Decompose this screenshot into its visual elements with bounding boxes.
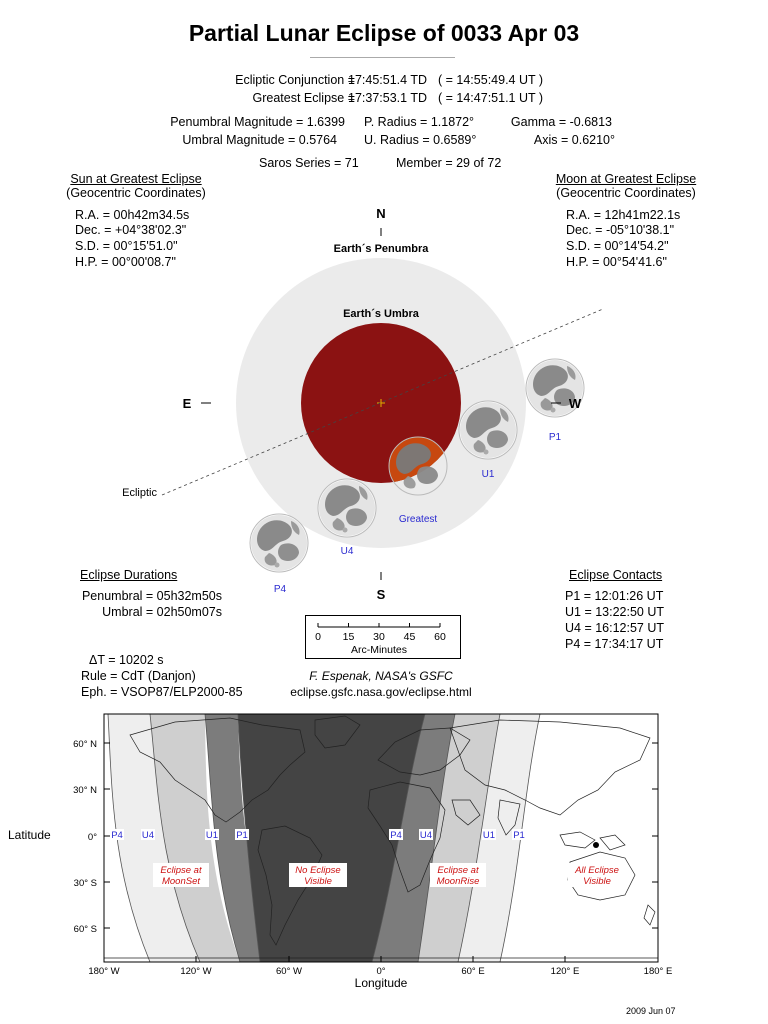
curve-label-p4-west: P4: [111, 830, 123, 841]
moon-subheading: (Geocentric Coordinates): [556, 186, 696, 200]
page-title: Partial Lunar Eclipse of 0033 Apr 03: [188, 20, 580, 46]
region-none-line2: Visible: [304, 876, 332, 887]
moon-p4-label: P4: [273, 584, 287, 595]
scale-tick-0: 0: [315, 631, 321, 643]
duration-penumbral: Penumbral = 05h32m50s: [81, 589, 222, 603]
region-moonrise-line2: MoonRise: [436, 876, 480, 887]
curve-label-u1-west: U1: [205, 830, 219, 841]
arc-minutes-scale: [305, 615, 461, 659]
region-none-line1: No Eclipse: [295, 865, 341, 876]
greatest-eclipse-td: 17:37:53.1 TD: [348, 91, 427, 105]
saros-series: Saros Series = 71: [259, 156, 359, 170]
lon-tick-0: 0°: [376, 966, 386, 977]
curve-label-p1-east: P1: [513, 830, 525, 841]
scale-tick-45: 45: [403, 631, 416, 643]
curve-label-p4-east: P4: [390, 830, 402, 841]
west-label: W: [568, 396, 582, 411]
contacts-heading: Eclipse Contacts: [569, 568, 663, 582]
ephemeris-text: Eph. = VSOP87/ELP2000-85: [81, 685, 243, 699]
moon-ra: R.A. = 12h41m22.1s: [566, 208, 681, 222]
lat-tick-0: 0°: [87, 832, 97, 843]
ecliptic-label: Ecliptic: [122, 487, 157, 499]
penumbra-label: Earth´s Penumbra: [333, 243, 429, 255]
penumbral-magnitude: Penumbral Magnitude = 1.6399: [170, 115, 345, 129]
moon-p1-label: P1: [548, 432, 562, 443]
lon-tick-60e: 60° E: [461, 966, 485, 977]
scale-tick-30: 30: [373, 631, 385, 643]
url-text: eclipse.gsfc.nasa.gov/eclipse.html: [290, 685, 472, 699]
conjunction-td: 17:45:51.4 TD: [348, 73, 427, 87]
gamma-value: Gamma = -0.6813: [510, 115, 612, 129]
south-label: S: [376, 587, 386, 602]
greatest-eclipse-label: Greatest Eclipse =: [252, 91, 355, 105]
greatest-eclipse-ut: ( = 14:47:51.1 UT ): [438, 91, 544, 105]
region-moonset-line2: MoonSet: [161, 876, 201, 887]
moon-u1-label: U1: [481, 469, 495, 480]
lat-tick-60n: 60° N: [73, 739, 97, 750]
sun-subheading: (Geocentric Coordinates): [66, 186, 206, 200]
credit-text: F. Espenak, NASA's GSFC: [309, 669, 453, 683]
duration-umbral: Umbral = 02h50m07s: [102, 605, 222, 619]
contact-p1: P1 = 12:01:26 UT: [565, 589, 664, 603]
moon-heading: Moon at Greatest Eclipse: [555, 172, 697, 186]
penumbra-radius: P. Radius = 1.1872°: [364, 115, 475, 129]
lon-tick-60w: 60° W: [276, 966, 302, 977]
moon-u1: [459, 401, 517, 459]
subsolar-point: [593, 842, 599, 848]
lat-tick-60s: 60° S: [73, 924, 97, 935]
curve-label-u4-west: U4: [141, 830, 155, 841]
scale-label: Arc-Minutes: [350, 644, 408, 656]
moon-p4: [250, 514, 308, 572]
saros-member: Member = 29 of 72: [396, 156, 502, 170]
visibility-map: [40, 705, 700, 985]
moon-u4: [318, 479, 376, 537]
curve-label-u1-east: U1: [482, 830, 496, 841]
region-all-line2: Visible: [583, 876, 611, 887]
region-all-line1: All Eclipse: [575, 865, 619, 876]
longitude-axis-title: Longitude: [354, 976, 408, 990]
lon-tick-120w: 120° W: [180, 966, 212, 977]
sun-heading: Sun at Greatest Eclipse: [70, 172, 202, 186]
umbra-label: Earth´s Umbra: [343, 308, 419, 320]
scale-tick-15: 15: [342, 631, 355, 643]
scale-tick-60: 60: [434, 631, 446, 643]
umbra-radius: U. Radius = 0.6589°: [364, 133, 477, 147]
rule-text: Rule = CdT (Danjon): [81, 669, 196, 683]
moon-u4-label: U4: [340, 546, 354, 557]
lat-tick-30n: 30° N: [73, 785, 97, 796]
contact-u1: U1 = 13:22:50 UT: [565, 605, 665, 619]
lat-tick-30s: 30° S: [73, 878, 97, 889]
umbral-magnitude: Umbral Magnitude = 0.5764: [182, 133, 337, 147]
durations-heading: Eclipse Durations: [80, 568, 178, 582]
eclipse-diagram: [0, 195, 768, 610]
region-moonrise-line1: Eclipse at: [437, 865, 479, 876]
region-moonset-line1: Eclipse at: [160, 865, 202, 876]
moon-hp: H.P. = 00°54'41.6": [566, 255, 667, 269]
curve-label-u4-east: U4: [419, 830, 433, 841]
sun-dec: Dec. = +04°38'02.3": [75, 223, 187, 237]
contact-u4: U4 = 16:12:57 UT: [565, 621, 665, 635]
title-underline: [310, 57, 455, 58]
sun-ra: R.A. = 00h42m34.5s: [75, 208, 190, 222]
east-label: E: [182, 396, 192, 411]
axis-value: Axis = 0.6210°: [533, 133, 615, 147]
sun-hp: H.P. = 00°00'08.7": [75, 255, 176, 269]
contact-p4: P4 = 17:34:17 UT: [565, 637, 664, 651]
conjunction-label: Ecliptic Conjunction =: [235, 73, 355, 87]
curve-label-p1-west: P1: [236, 830, 248, 841]
lon-tick-180e: 180° E: [643, 966, 673, 977]
generation-date: 2009 Jun 07: [626, 1006, 676, 1016]
delta-t: ΔT = 10202 s: [89, 653, 164, 667]
moon-dec: Dec. = -05°10'38.1": [566, 223, 675, 237]
north-label: N: [376, 206, 386, 221]
lon-tick-180w: 180° W: [88, 966, 120, 977]
sun-sd: S.D. = 00°15'51.0": [75, 239, 178, 253]
moon-sd: S.D. = 00°14'54.2": [566, 239, 669, 253]
conjunction-ut: ( = 14:55:49.4 UT ): [438, 73, 544, 87]
latitude-axis-title: Latitude: [8, 828, 51, 842]
lon-tick-120e: 120° E: [550, 966, 580, 977]
moon-greatest-label: Greatest: [398, 514, 438, 525]
